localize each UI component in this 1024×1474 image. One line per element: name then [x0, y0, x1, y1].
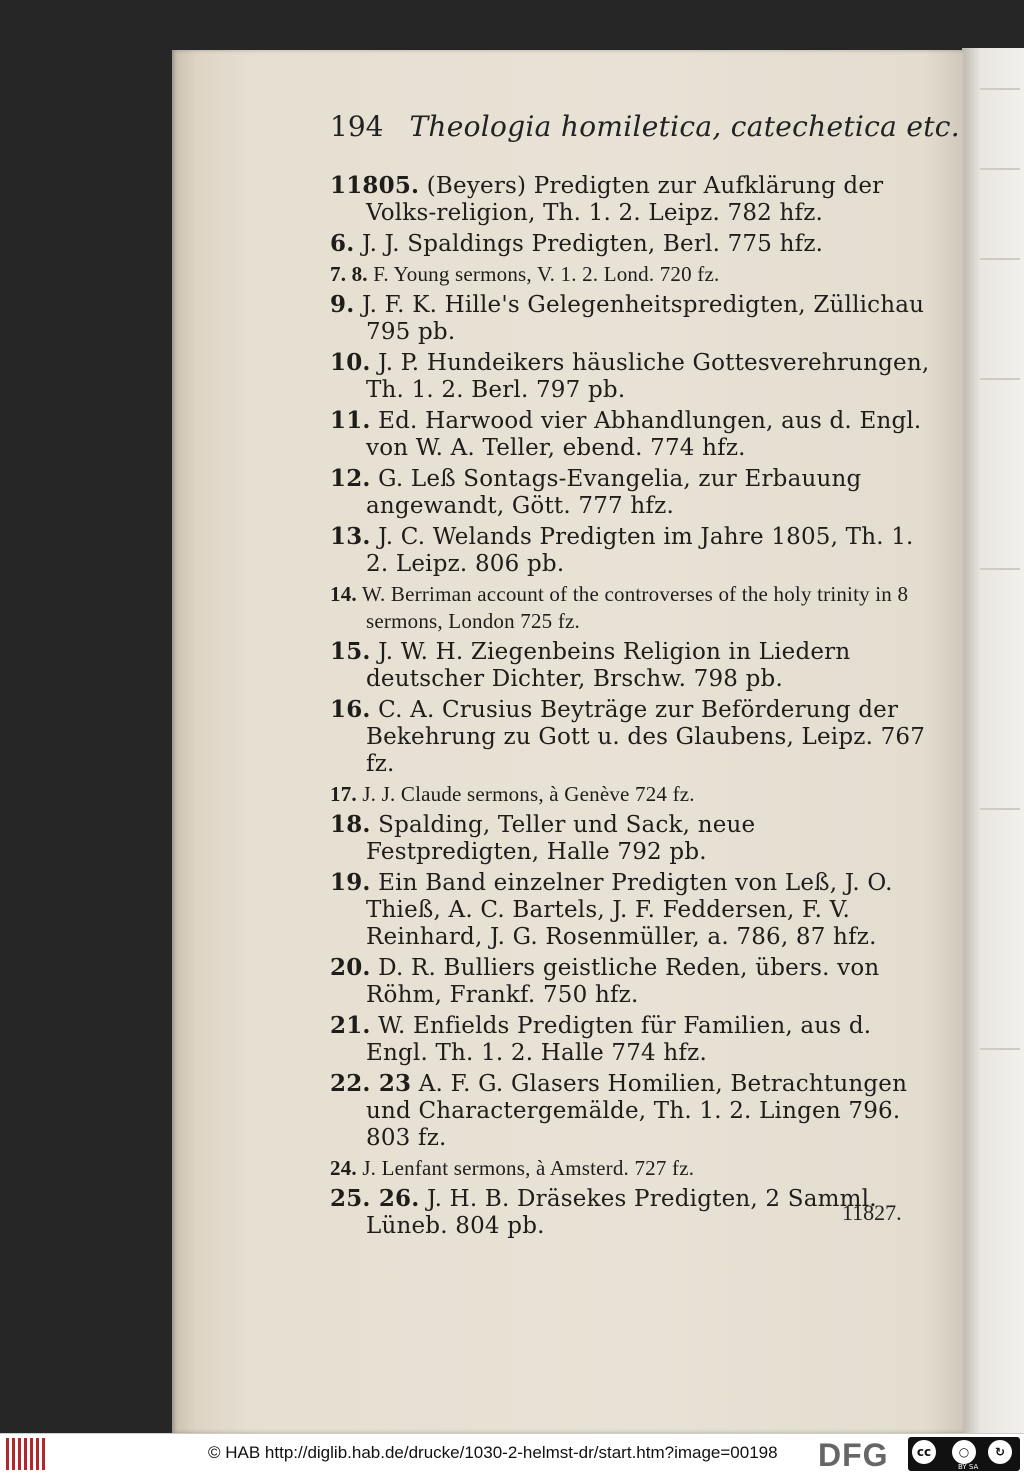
- entry-text: J. W. H. Ziegenbeins Religion in Liedern deutscher Dichter, Brschw. 798 pb.: [366, 639, 851, 692]
- entry-text: J. P. Hundeikers häusliche Gottesverehrungen, Th. 1. 2. Berl. 797 pb.: [366, 350, 930, 403]
- entry-text: J. F. K. Hille's Gelegenheitspredigten, Züllichau 795 pb.: [361, 292, 925, 345]
- catalog-entry: [330, 172, 930, 227]
- entry-text: Ed. Harwood vier Abhandlungen, aus d. Engl. von W. A. Teller, ebend. 774 hfz.: [366, 408, 922, 461]
- entry-text: C. A. Crusius Beyträge zur Beförderung der Bekehrung zu Gott u. des Glaubens, Leipz. 767 fz.: [366, 697, 926, 777]
- entry-text: A. F. G. Glasers Homilien, Betrachtungen und Charactergemälde, Th. 1. 2. Lingen 796. 803 fz.: [366, 1071, 908, 1151]
- entry-number: 25. 26.: [330, 1185, 420, 1212]
- entry-number: 19.: [330, 869, 371, 896]
- catalog-entry: [330, 407, 930, 462]
- entry-text: J. H. B. Dräsekes Predigten, 2 Samml. Lüneb. 804 pb.: [366, 1186, 877, 1239]
- entry-number: 7. 8.: [330, 262, 368, 286]
- entry-text: Ein Band einzelner Predigten von Leß, J. O. Thieß, A. C. Bartels, J. F. Feddersen, F. V. Reinhard, J. G. Rosenmüller, a. 786, 87 hfz.: [366, 870, 893, 950]
- catalog-entry: [330, 811, 930, 866]
- catalog-entry: [330, 638, 930, 693]
- catalog-entry: [330, 523, 930, 578]
- dfg-logo-icon[interactable]: DFG: [818, 1437, 889, 1473]
- source-link[interactable]: © HAB http://diglib.hab.de/drucke/1030-2-helmst-dr/start.htm?image=00198: [208, 1443, 778, 1462]
- catalog-entry: [330, 349, 930, 404]
- cc-circle-icon: cc: [912, 1440, 936, 1464]
- catalog-entry: [330, 581, 930, 635]
- page-header: [330, 110, 960, 143]
- entry-text: D. R. Bulliers geistliche Reden, übers. von Röhm, Frankf. 750 hfz.: [366, 955, 880, 1008]
- viewer-footer: [0, 1433, 1024, 1474]
- entry-number: 15.: [330, 638, 371, 665]
- entry-number: 17.: [330, 782, 357, 806]
- entry-text: J. C. Welands Predigten im Jahre 1805, Th. 1. 2. Leipz. 806 pb.: [366, 524, 914, 577]
- entry-number: 10.: [330, 349, 371, 376]
- entry-text: F. Young sermons, V. 1. 2. Lond. 720 fz.: [373, 262, 720, 286]
- catalog-entry: [330, 465, 930, 520]
- entry-text: W. Berriman account of the controverses of the holy trinity in 8 sermons, London 725 fz.: [361, 582, 909, 633]
- catchword: 11827.: [842, 1200, 902, 1225]
- entry-text: J. J. Spaldings Predigten, Berl. 775 hfz.: [361, 231, 824, 257]
- entry-number: 22. 23: [330, 1070, 412, 1097]
- catalog-entry: [330, 261, 930, 288]
- entry-text: W. Enfields Predigten für Familien, aus d. Engl. Th. 1. 2. Halle 774 hfz.: [366, 1013, 872, 1066]
- entry-text: G. Leß Sontags-Evangelia, zur Erbauung angewandt, Gött. 777 hfz.: [366, 466, 862, 519]
- book-page: [172, 50, 964, 1433]
- entry-number: 6.: [330, 230, 355, 257]
- barcode-icon[interactable]: [6, 1438, 46, 1470]
- entry-number: 11805.: [330, 172, 420, 199]
- entry-number: 12.: [330, 465, 371, 492]
- catalog-entry: [330, 1012, 930, 1067]
- catalog-entry: [330, 230, 930, 258]
- sa-cycle-icon: ↻: [988, 1440, 1012, 1464]
- catalog-entries: [330, 172, 930, 1243]
- entry-number: 13.: [330, 523, 371, 550]
- entry-text: Spalding, Teller und Sack, neue Festpredigten, Halle 792 pb.: [366, 812, 756, 865]
- catalog-entry: [330, 869, 930, 951]
- entry-text: (Beyers) Predigten zur Aufklärung der Volks-religion, Th. 1. 2. Leipz. 782 hfz.: [366, 173, 884, 226]
- entry-number: 9.: [330, 291, 355, 318]
- entry-number: 16.: [330, 696, 371, 723]
- cc-by-sa-icon[interactable]: [908, 1437, 1020, 1471]
- entry-text: J. J. Claude sermons, à Genève 724 fz.: [362, 782, 695, 806]
- cc-by-sa-label: BY SA: [958, 1463, 979, 1471]
- catalog-entry: [330, 696, 930, 778]
- by-person-icon: ○: [952, 1440, 976, 1464]
- entry-number: 11.: [330, 407, 371, 434]
- next-page-edge: [962, 48, 1024, 1433]
- entry-number: 20.: [330, 954, 371, 981]
- entry-number: 24.: [330, 1156, 357, 1180]
- catalog-entry: [330, 1185, 930, 1240]
- catalog-entry: [330, 954, 930, 1009]
- entry-text: J. Lenfant sermons, à Amsterd. 727 fz.: [362, 1156, 695, 1180]
- page-number: 194: [330, 110, 384, 143]
- entry-number: 14.: [330, 582, 357, 606]
- catalog-entry: [330, 781, 930, 808]
- entry-number: 21.: [330, 1012, 371, 1039]
- entry-number: 18.: [330, 811, 371, 838]
- running-title: Theologia homiletica, catechetica etc.: [409, 110, 960, 143]
- catalog-entry: [330, 1070, 930, 1152]
- catalog-entry: [330, 1155, 930, 1182]
- catalog-entry: [330, 291, 930, 346]
